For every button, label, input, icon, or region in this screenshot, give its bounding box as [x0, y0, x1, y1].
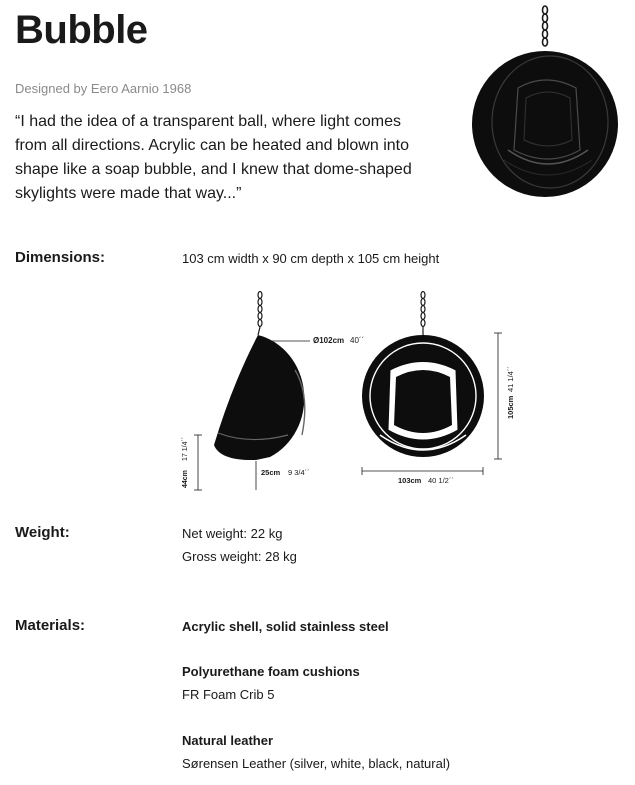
- seat-height-imperial: 17 1/4´´: [182, 436, 189, 461]
- side-chain-icon: [258, 292, 262, 336]
- height-metric: 105cm: [506, 395, 515, 419]
- height-imperial: 41 1/4´´: [506, 366, 515, 392]
- material-title: Acrylic shell, solid stainless steel: [182, 619, 389, 634]
- front-chain-icon: [421, 292, 425, 336]
- material-title: Natural leather: [182, 733, 274, 748]
- width-imperial: 40 1/2´´: [428, 476, 454, 485]
- bubble-chair-image: [468, 0, 618, 210]
- dimensions-label: Dimensions:: [15, 249, 106, 266]
- materials-label: Materials:: [15, 617, 86, 634]
- side-view: [182, 292, 364, 491]
- offset-imperial: 9 3/4´´: [288, 468, 310, 477]
- material-detail: FR Foam Crib 5: [182, 687, 275, 702]
- diameter-imperial: 40´´: [350, 336, 365, 345]
- gross-weight: Gross weight: 28 kg: [182, 549, 297, 564]
- diameter-metric: Ø102cm: [313, 336, 345, 345]
- front-view: [362, 292, 515, 486]
- page-title: Bubble: [15, 8, 148, 52]
- dimensions-value: 103 cm width x 90 cm depth x 105 cm height: [182, 251, 440, 266]
- width-metric: 103cm: [398, 476, 422, 485]
- designer-credit: Designed by Eero Aarnio 1968: [15, 81, 192, 96]
- dimension-drawing: [170, 285, 530, 500]
- net-weight: Net weight: 22 kg: [182, 526, 283, 541]
- chain-icon: [543, 6, 548, 46]
- weight-label: Weight:: [15, 524, 70, 541]
- material-detail: Sørensen Leather (silver, white, black, natural): [182, 756, 451, 771]
- material-title: Polyurethane foam cushions: [182, 664, 360, 679]
- offset-metric: 25cm: [261, 468, 281, 477]
- designer-quote: “I had the idea of a transparent ball, where light comes from all directions. Acrylic can be heated and blown into shape like a soap bubble, and I knew that dome-shaped skylights were made that way...”: [15, 113, 412, 202]
- seat-height-metric: 44cm: [182, 470, 189, 488]
